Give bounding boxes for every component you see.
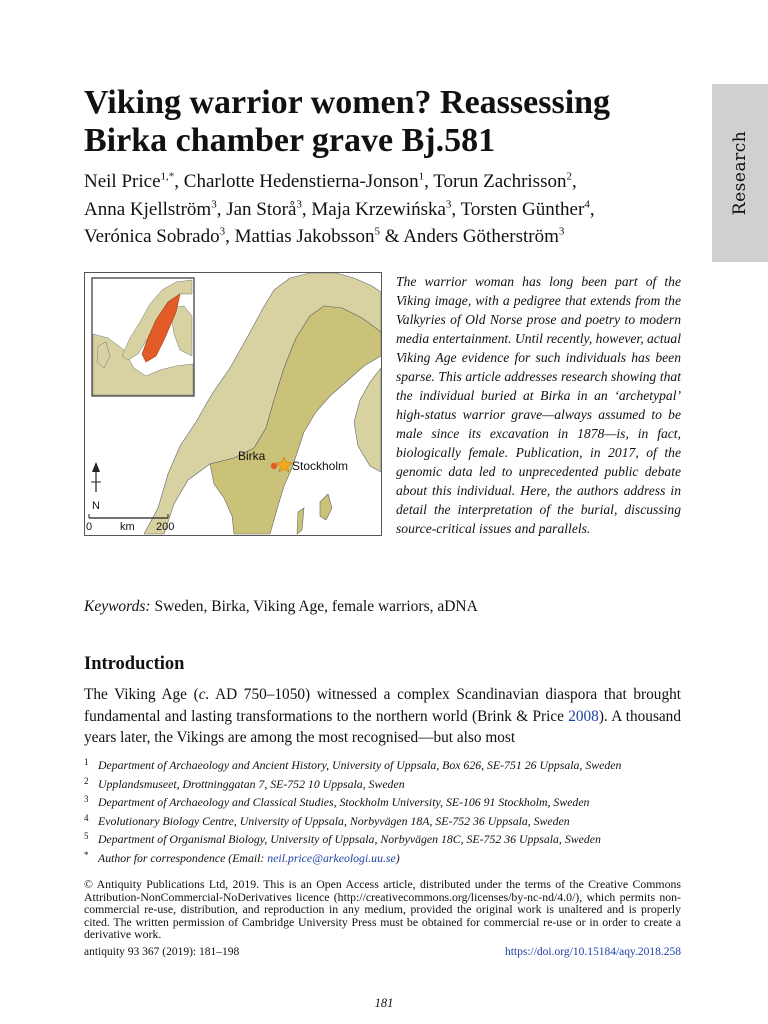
author: Jan Storå$^3$,: [226, 198, 312, 220]
author: Torun Zachrisson$^2$,: [433, 171, 577, 193]
affiliations: [84, 756, 684, 868]
affiliation: 3 Department of Archaeology and Classical Studies, Stockholm University, SE-106 91 Stockholm, Sweden: [84, 794, 590, 810]
scale-end: 200: [156, 521, 175, 533]
section-heading: Introduction: [84, 654, 185, 674]
svg-text:N: N: [92, 500, 100, 512]
email-link[interactable]: neil.price@arkeologi.uu.se: [267, 850, 396, 865]
reference-link[interactable]: 2008: [568, 707, 599, 725]
license-text: © Antiquity Publications Ltd, 2019. This is an Open Access article, distributed under the terms of the Creative Commons Attribution-NonCommercial-NoDerivatives licence (http://creativecommons.org/licenses/by-nc-nd/4.0/), which permits non-commercial re-use, distribution, and reproduction in any medium, provided the original work is unaltered and is properly cited. The written permission of Cambridge University Press must be obtained for commercial re-use or in order to create a derivative work.: [84, 877, 681, 942]
inset-map: [92, 278, 194, 396]
intro-paragraph: The Viking Age (c. AD 750–1050) witnessed a complex Scandinavian diaspora that brought fundamental and lasting transformations to the northern world (Brink & Price 2008). A thousand years later, the Vikings are among the most recognised—but also most: [84, 686, 681, 746]
journal-citation: antiquity 93 367 (2019): 181–198: [84, 946, 240, 958]
author: Charlotte Hedenstierna-Jonson$^1$,: [183, 171, 434, 193]
keywords: [84, 598, 684, 616]
author: Torsten Günther$^4$,: [460, 198, 595, 220]
affiliation: 1 Department of Archaeology and Ancient History, University of Uppsala, Box 626, SE-751 26 Uppsala, Sweden: [84, 757, 622, 772]
title-line-1: Viking warrior women? Reassessing: [84, 84, 611, 121]
affiliation: 4 Evolutionary Biology Centre, University of Uppsala, Norbyvägen 18A, SE-752 36 Uppsala, Sweden: [84, 812, 570, 828]
map-figure: [84, 272, 382, 536]
scale-unit: km: [120, 521, 135, 533]
article-title: [84, 84, 644, 160]
title-line-2: Birka chamber grave Bj.581: [84, 122, 496, 159]
section-tab: [712, 84, 768, 262]
author: Maja Krzewińska$^3$,: [311, 198, 461, 220]
stockholm-label: Stockholm: [292, 459, 349, 473]
author: Anna Kjellström$^3$,: [84, 198, 227, 220]
keywords-label: Keywords:: [84, 598, 151, 615]
birka-label: Birka: [238, 449, 266, 463]
section-tab-label: Research: [730, 130, 750, 216]
keywords-list: Sweden, Birka, Viking Age, female warriors, aDNA: [150, 598, 478, 615]
affiliation: 2 Upplandsmuseet, Drottninggatan 7, SE-752 10 Uppsala, Sweden: [84, 775, 405, 791]
page-number: 181: [374, 996, 394, 1010]
author: Anders Götherström$^3$: [403, 225, 565, 247]
scale-start: 0: [86, 521, 93, 533]
doi-link[interactable]: https://doi.org/10.15184/aqy.2018.258: [504, 946, 681, 958]
author: Neil Price$^{1,*}$,: [84, 171, 184, 193]
affiliation: 5 Department of Organismal Biology, University of Uppsala, Norbyvägen 18C, SE-752 36 Uppsala, Sweden: [84, 831, 601, 847]
author: Mattias Jakobsson$^5$ &: [234, 225, 404, 247]
author-list: [84, 166, 684, 248]
author: Verónica Sobrado$^3$,: [84, 225, 235, 247]
correspondence: * Author for correspondence (Email: neil.price@arkeologi.uu.se): [84, 849, 400, 865]
abstract: The warrior woman has long been part of the Viking image, with a pedigree that extends from the Valkyries of Old Norse prose and poetry to modern media entertainment. Until recently, however, actual Viking Age evidence for such individuals has been sparse. This article addresses research showing that the individual buried at Birka in an ‘archetypal’ high-status warrior grave—always assumed to be male since its excavation in 1878—is, in fact, biologically female. Publication, in 2017, of the genomic data led to unprecedented public debate about this individual. Here, the authors address in detail the interpretation of the burial, discussing source-critical issues and parallels.: [396, 274, 681, 536]
